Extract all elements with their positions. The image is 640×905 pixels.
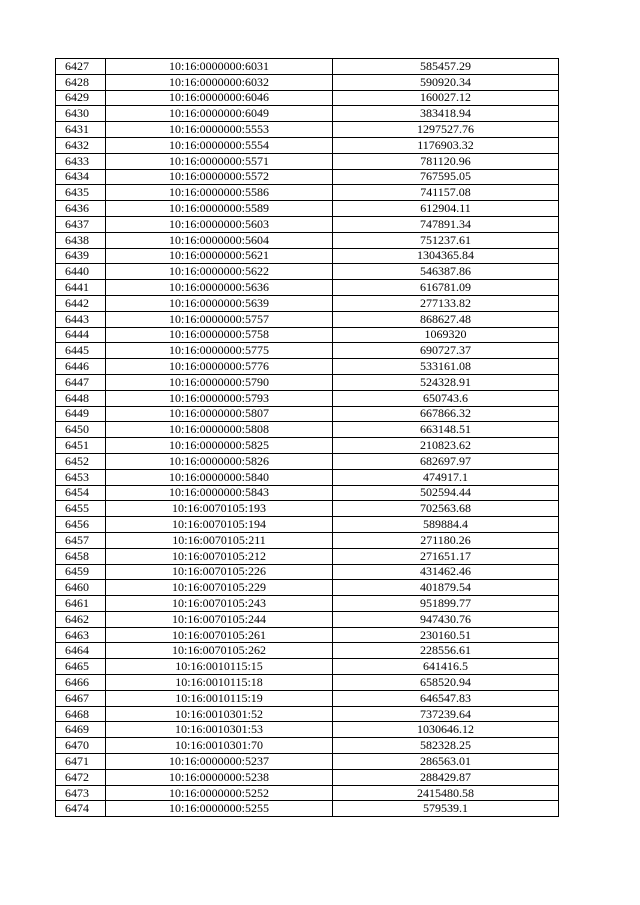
table-row bbox=[56, 580, 559, 596]
row-number-cell: 6464 bbox=[56, 643, 106, 659]
value-cell: 271180.26 bbox=[333, 532, 559, 548]
value-cell: 1030646.12 bbox=[333, 722, 559, 738]
cadastral-number-cell: 10:16:0000000:5553 bbox=[106, 122, 333, 138]
cadastral-number-cell: 10:16:0000000:5589 bbox=[106, 201, 333, 217]
row-number-cell: 6458 bbox=[56, 548, 106, 564]
row-number-cell: 6468 bbox=[56, 706, 106, 722]
row-number-cell: 6456 bbox=[56, 517, 106, 533]
table-row bbox=[56, 311, 559, 327]
row-number-cell: 6448 bbox=[56, 390, 106, 406]
cadastral-value-table bbox=[55, 58, 559, 817]
cadastral-number-cell: 10:16:0010301:53 bbox=[106, 722, 333, 738]
cadastral-number-cell: 10:16:0070105:229 bbox=[106, 580, 333, 596]
cadastral-number-cell: 10:16:0070105:212 bbox=[106, 548, 333, 564]
table-row bbox=[56, 785, 559, 801]
cadastral-number-cell: 10:16:0000000:6049 bbox=[106, 106, 333, 122]
row-number-cell: 6434 bbox=[56, 169, 106, 185]
cadastral-number-cell: 10:16:0000000:5603 bbox=[106, 216, 333, 232]
table-row bbox=[56, 264, 559, 280]
value-cell: 658520.94 bbox=[333, 675, 559, 691]
table-row bbox=[56, 74, 559, 90]
table-row bbox=[56, 90, 559, 106]
table-row bbox=[56, 185, 559, 201]
row-number-cell: 6427 bbox=[56, 59, 106, 75]
cadastral-number-cell: 10:16:0000000:5808 bbox=[106, 422, 333, 438]
value-cell: 951899.77 bbox=[333, 596, 559, 612]
table-row bbox=[56, 643, 559, 659]
table-row bbox=[56, 469, 559, 485]
value-cell: 612904.11 bbox=[333, 201, 559, 217]
value-cell: 947430.76 bbox=[333, 611, 559, 627]
row-number-cell: 6459 bbox=[56, 564, 106, 580]
row-number-cell: 6443 bbox=[56, 311, 106, 327]
table-row bbox=[56, 106, 559, 122]
table-row bbox=[56, 169, 559, 185]
cadastral-number-cell: 10:16:0070105:262 bbox=[106, 643, 333, 659]
table-row bbox=[56, 201, 559, 217]
cadastral-number-cell: 10:16:0000000:6032 bbox=[106, 74, 333, 90]
value-cell: 579539.1 bbox=[333, 801, 559, 817]
table-row bbox=[56, 359, 559, 375]
table-row bbox=[56, 501, 559, 517]
row-number-cell: 6446 bbox=[56, 359, 106, 375]
value-cell: 383418.94 bbox=[333, 106, 559, 122]
value-cell: 230160.51 bbox=[333, 627, 559, 643]
table-row bbox=[56, 769, 559, 785]
cadastral-number-cell: 10:16:0000000:5636 bbox=[106, 280, 333, 296]
table-row bbox=[56, 59, 559, 75]
value-cell: 431462.46 bbox=[333, 564, 559, 580]
value-cell: 737239.64 bbox=[333, 706, 559, 722]
table-row bbox=[56, 122, 559, 138]
row-number-cell: 6452 bbox=[56, 453, 106, 469]
table-row bbox=[56, 280, 559, 296]
cadastral-number-cell: 10:16:0000000:5572 bbox=[106, 169, 333, 185]
row-number-cell: 6432 bbox=[56, 137, 106, 153]
value-cell: 781120.96 bbox=[333, 153, 559, 169]
cadastral-number-cell: 10:16:0000000:5621 bbox=[106, 248, 333, 264]
cadastral-number-cell: 10:16:0000000:6046 bbox=[106, 90, 333, 106]
cadastral-number-cell: 10:16:0000000:5586 bbox=[106, 185, 333, 201]
table-row bbox=[56, 722, 559, 738]
value-cell: 533161.08 bbox=[333, 359, 559, 375]
value-cell: 1304365.84 bbox=[333, 248, 559, 264]
row-number-cell: 6442 bbox=[56, 295, 106, 311]
cadastral-number-cell: 10:16:0000000:5237 bbox=[106, 754, 333, 770]
table-row bbox=[56, 453, 559, 469]
cadastral-number-cell: 10:16:0070105:244 bbox=[106, 611, 333, 627]
row-number-cell: 6472 bbox=[56, 769, 106, 785]
cadastral-number-cell: 10:16:0010115:19 bbox=[106, 690, 333, 706]
value-cell: 702563.68 bbox=[333, 501, 559, 517]
row-number-cell: 6465 bbox=[56, 659, 106, 675]
row-number-cell: 6433 bbox=[56, 153, 106, 169]
cadastral-number-cell: 10:16:0000000:5639 bbox=[106, 295, 333, 311]
value-cell: 1176903.32 bbox=[333, 137, 559, 153]
cadastral-number-cell: 10:16:0070105:211 bbox=[106, 532, 333, 548]
cadastral-number-cell: 10:16:0000000:5238 bbox=[106, 769, 333, 785]
table-row bbox=[56, 659, 559, 675]
row-number-cell: 6450 bbox=[56, 422, 106, 438]
value-cell: 767595.05 bbox=[333, 169, 559, 185]
row-number-cell: 6444 bbox=[56, 327, 106, 343]
table-row bbox=[56, 754, 559, 770]
row-number-cell: 6435 bbox=[56, 185, 106, 201]
cadastral-number-cell: 10:16:0000000:5793 bbox=[106, 390, 333, 406]
row-number-cell: 6440 bbox=[56, 264, 106, 280]
row-number-cell: 6462 bbox=[56, 611, 106, 627]
table-row bbox=[56, 738, 559, 754]
table-row bbox=[56, 564, 559, 580]
value-cell: 667866.32 bbox=[333, 406, 559, 422]
cadastral-number-cell: 10:16:0000000:5604 bbox=[106, 232, 333, 248]
value-cell: 160027.12 bbox=[333, 90, 559, 106]
table-row bbox=[56, 137, 559, 153]
table-row bbox=[56, 390, 559, 406]
table-row bbox=[56, 422, 559, 438]
value-cell: 210823.62 bbox=[333, 438, 559, 454]
table-row bbox=[56, 216, 559, 232]
value-cell: 271651.17 bbox=[333, 548, 559, 564]
row-number-cell: 6439 bbox=[56, 248, 106, 264]
table-row bbox=[56, 690, 559, 706]
table-row bbox=[56, 343, 559, 359]
cadastral-number-cell: 10:16:0000000:5255 bbox=[106, 801, 333, 817]
row-number-cell: 6460 bbox=[56, 580, 106, 596]
row-number-cell: 6473 bbox=[56, 785, 106, 801]
value-cell: 663148.51 bbox=[333, 422, 559, 438]
table-row bbox=[56, 153, 559, 169]
table-row bbox=[56, 485, 559, 501]
value-cell: 401879.54 bbox=[333, 580, 559, 596]
cadastral-number-cell: 10:16:0070105:261 bbox=[106, 627, 333, 643]
row-number-cell: 6457 bbox=[56, 532, 106, 548]
value-cell: 751237.61 bbox=[333, 232, 559, 248]
cadastral-number-cell: 10:16:0000000:5840 bbox=[106, 469, 333, 485]
row-number-cell: 6449 bbox=[56, 406, 106, 422]
value-cell: 502594.44 bbox=[333, 485, 559, 501]
table-row bbox=[56, 532, 559, 548]
value-cell: 1069320 bbox=[333, 327, 559, 343]
row-number-cell: 6453 bbox=[56, 469, 106, 485]
value-cell: 288429.87 bbox=[333, 769, 559, 785]
value-cell: 682697.97 bbox=[333, 453, 559, 469]
table-row bbox=[56, 548, 559, 564]
row-number-cell: 6469 bbox=[56, 722, 106, 738]
value-cell: 582328.25 bbox=[333, 738, 559, 754]
table-row bbox=[56, 295, 559, 311]
cadastral-number-cell: 10:16:0070105:193 bbox=[106, 501, 333, 517]
row-number-cell: 6431 bbox=[56, 122, 106, 138]
value-cell: 546387.86 bbox=[333, 264, 559, 280]
cadastral-number-cell: 10:16:0000000:5758 bbox=[106, 327, 333, 343]
row-number-cell: 6455 bbox=[56, 501, 106, 517]
value-cell: 277133.82 bbox=[333, 295, 559, 311]
row-number-cell: 6429 bbox=[56, 90, 106, 106]
cadastral-number-cell: 10:16:0000000:5807 bbox=[106, 406, 333, 422]
cadastral-number-cell: 10:16:0070105:243 bbox=[106, 596, 333, 612]
value-cell: 589884.4 bbox=[333, 517, 559, 533]
value-cell: 286563.01 bbox=[333, 754, 559, 770]
cadastral-number-cell: 10:16:0010115:15 bbox=[106, 659, 333, 675]
value-cell: 690727.37 bbox=[333, 343, 559, 359]
row-number-cell: 6454 bbox=[56, 485, 106, 501]
value-cell: 2415480.58 bbox=[333, 785, 559, 801]
value-cell: 616781.09 bbox=[333, 280, 559, 296]
row-number-cell: 6471 bbox=[56, 754, 106, 770]
cadastral-number-cell: 10:16:0000000:5571 bbox=[106, 153, 333, 169]
row-number-cell: 6445 bbox=[56, 343, 106, 359]
row-number-cell: 6436 bbox=[56, 201, 106, 217]
cadastral-number-cell: 10:16:0000000:5843 bbox=[106, 485, 333, 501]
cadastral-number-cell: 10:16:0010115:18 bbox=[106, 675, 333, 691]
cadastral-number-cell: 10:16:0010301:52 bbox=[106, 706, 333, 722]
cadastral-number-cell: 10:16:0000000:5757 bbox=[106, 311, 333, 327]
value-cell: 741157.08 bbox=[333, 185, 559, 201]
cadastral-number-cell: 10:16:0000000:6031 bbox=[106, 59, 333, 75]
value-cell: 646547.83 bbox=[333, 690, 559, 706]
row-number-cell: 6470 bbox=[56, 738, 106, 754]
row-number-cell: 6438 bbox=[56, 232, 106, 248]
value-cell: 585457.29 bbox=[333, 59, 559, 75]
row-number-cell: 6474 bbox=[56, 801, 106, 817]
table-row bbox=[56, 706, 559, 722]
row-number-cell: 6430 bbox=[56, 106, 106, 122]
cadastral-number-cell: 10:16:0000000:5825 bbox=[106, 438, 333, 454]
cadastral-number-cell: 10:16:0000000:5622 bbox=[106, 264, 333, 280]
cadastral-number-cell: 10:16:0000000:5554 bbox=[106, 137, 333, 153]
row-number-cell: 6428 bbox=[56, 74, 106, 90]
value-cell: 650743.6 bbox=[333, 390, 559, 406]
value-cell: 641416.5 bbox=[333, 659, 559, 675]
table-row bbox=[56, 406, 559, 422]
cadastral-number-cell: 10:16:0010301:70 bbox=[106, 738, 333, 754]
row-number-cell: 6466 bbox=[56, 675, 106, 691]
row-number-cell: 6447 bbox=[56, 374, 106, 390]
row-number-cell: 6441 bbox=[56, 280, 106, 296]
cadastral-number-cell: 10:16:0070105:226 bbox=[106, 564, 333, 580]
value-cell: 747891.34 bbox=[333, 216, 559, 232]
value-cell: 228556.61 bbox=[333, 643, 559, 659]
value-cell: 868627.48 bbox=[333, 311, 559, 327]
table-row bbox=[56, 627, 559, 643]
table-body bbox=[56, 59, 559, 817]
table-row bbox=[56, 801, 559, 817]
table-row bbox=[56, 438, 559, 454]
table-row bbox=[56, 611, 559, 627]
cadastral-number-cell: 10:16:0000000:5826 bbox=[106, 453, 333, 469]
table-row bbox=[56, 374, 559, 390]
cadastral-number-cell: 10:16:0000000:5776 bbox=[106, 359, 333, 375]
value-cell: 474917.1 bbox=[333, 469, 559, 485]
row-number-cell: 6463 bbox=[56, 627, 106, 643]
table-row bbox=[56, 596, 559, 612]
cadastral-number-cell: 10:16:0000000:5252 bbox=[106, 785, 333, 801]
value-cell: 590920.34 bbox=[333, 74, 559, 90]
cadastral-number-cell: 10:16:0000000:5775 bbox=[106, 343, 333, 359]
cadastral-number-cell: 10:16:0070105:194 bbox=[106, 517, 333, 533]
value-cell: 1297527.76 bbox=[333, 122, 559, 138]
table-row bbox=[56, 327, 559, 343]
value-cell: 524328.91 bbox=[333, 374, 559, 390]
table-row bbox=[56, 232, 559, 248]
row-number-cell: 6461 bbox=[56, 596, 106, 612]
row-number-cell: 6451 bbox=[56, 438, 106, 454]
table-row bbox=[56, 675, 559, 691]
row-number-cell: 6467 bbox=[56, 690, 106, 706]
table-row bbox=[56, 248, 559, 264]
table-row bbox=[56, 517, 559, 533]
cadastral-number-cell: 10:16:0000000:5790 bbox=[106, 374, 333, 390]
row-number-cell: 6437 bbox=[56, 216, 106, 232]
